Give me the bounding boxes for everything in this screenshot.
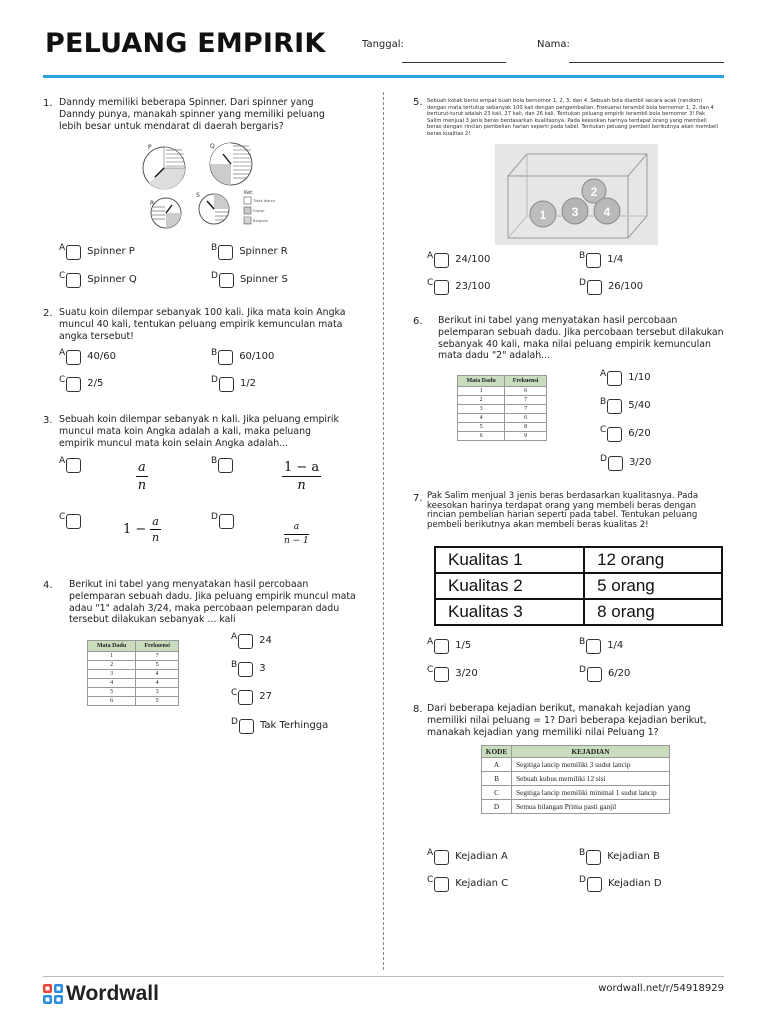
table-cell: 4: [136, 679, 179, 688]
table-cell: 5: [136, 697, 179, 706]
checkbox[interactable]: [586, 850, 601, 865]
checkbox[interactable]: [607, 399, 622, 414]
table-row: [458, 432, 547, 441]
table-cell: 2: [458, 396, 505, 405]
table-row: [482, 772, 670, 786]
q7-number: 7.: [413, 493, 423, 504]
header-divider: [43, 75, 724, 78]
checkbox[interactable]: [608, 456, 623, 471]
option-text: 6/20: [628, 428, 651, 439]
q7-option-c[interactable]: [427, 667, 478, 682]
option-text: 1/2: [239, 378, 257, 389]
q1-label-p: P: [148, 144, 152, 151]
checkbox[interactable]: [587, 280, 602, 295]
table-cell: 1: [458, 387, 505, 396]
q3-option-a-formula: [136, 459, 148, 494]
checkbox[interactable]: [66, 245, 81, 260]
table-cell: 8: [505, 423, 547, 432]
q2-option-c[interactable]: [59, 377, 103, 392]
checkbox[interactable]: [219, 273, 234, 288]
q3-text: Sebuah koin dilempar sebanyak n kali. Jika peluang empirik muncul mata koin Angka adalah a kali, maka peluang empirik muncul mata koin selain Angka adalah...: [59, 414, 339, 449]
table-row: [88, 670, 179, 679]
table-row: [435, 599, 722, 625]
q1-option-c[interactable]: [59, 273, 137, 288]
q1-number: 1.: [43, 98, 53, 109]
q8-text: Dari beberapa kejadian berikut, manakah kejadian yang memiliki nilai peluang = 1? Dari beberapa kejadian berikut, manakah kejadian yang memiliki nilai Peluang 1?: [427, 703, 707, 738]
checkbox[interactable]: [239, 719, 254, 734]
checkbox[interactable]: [66, 458, 81, 473]
table-cell: 8 orang: [584, 599, 722, 625]
table-cell: Semua bilangan Prima pasti ganjil: [512, 800, 670, 814]
q1-option-b[interactable]: [211, 245, 288, 260]
option-letter: D: [211, 512, 218, 522]
page-title: PELUANG EMPIRIK: [45, 28, 326, 59]
option-letter: C: [427, 278, 434, 288]
option-text: 60/100: [239, 351, 275, 362]
option-letter: A: [427, 637, 434, 647]
q5-option-c[interactable]: [427, 280, 490, 295]
checkbox[interactable]: [434, 639, 449, 654]
table-cell: 7: [505, 396, 547, 405]
option-text: Spinner S: [239, 274, 288, 285]
option-letter: B: [211, 348, 218, 358]
option-text: 2/5: [87, 378, 104, 389]
q1-spinner-figure: [136, 137, 276, 232]
q8-event-table: [481, 745, 670, 814]
option-text: Spinner Q: [87, 274, 137, 285]
table-cell: 5: [88, 688, 136, 697]
checkbox[interactable]: [218, 350, 233, 365]
q4-option-a[interactable]: [231, 634, 272, 649]
table-cell: 2: [88, 661, 136, 670]
q7-option-d[interactable]: [579, 667, 630, 682]
checkbox[interactable]: [66, 273, 81, 288]
q2-number: 2.: [43, 308, 53, 319]
table-cell: 6: [88, 697, 136, 706]
option-text: 6/20: [607, 668, 631, 679]
table-row: [88, 652, 179, 661]
checkbox[interactable]: [66, 514, 81, 529]
checkbox[interactable]: [434, 280, 449, 295]
q8-option-a[interactable]: [427, 850, 508, 865]
option-letter: B: [211, 243, 218, 253]
q3-option-b[interactable]: [211, 458, 239, 473]
table-cell: Kualitas 2: [435, 573, 584, 599]
table-row: [458, 405, 547, 414]
option-letter: A: [427, 848, 434, 858]
table-cell: Sebuah kubus memiliki 12 sisi: [512, 772, 670, 786]
q6-option-b[interactable]: [600, 399, 651, 414]
table-row: [482, 786, 670, 800]
table-cell: 3: [88, 670, 136, 679]
footer-divider: [43, 976, 724, 977]
fraction-numerator: a: [138, 460, 146, 475]
checkbox[interactable]: [434, 877, 449, 892]
table-cell: Segitiga lancip memiliki minimal 1 sudut lancip: [512, 786, 670, 800]
option-letter: B: [579, 251, 586, 261]
table-cell: Kualitas 1: [435, 547, 584, 573]
footer-url[interactable]: wordwall.net/r/54918929: [598, 983, 724, 994]
q5-ball-1: 1: [539, 208, 547, 222]
option-text: 40/60: [87, 351, 116, 362]
q1-label-r: R: [150, 200, 155, 207]
q2-text: Suatu koin dilempar sebanyak 100 kali. Jika mata koin Angka muncul 40 kali, tentukan peluang empirik kemunculan mata angka tersebut!: [59, 307, 346, 342]
q4-option-c[interactable]: [231, 690, 272, 705]
table-header-cell: Mata Dadu: [88, 641, 136, 652]
option-letter: B: [600, 397, 607, 407]
wordwall-logo-text: Wordwall: [66, 982, 159, 1005]
table-row: [458, 396, 547, 405]
table-header-row: [482, 746, 670, 758]
q5-option-a[interactable]: [427, 253, 490, 268]
q1-key-item-1: Tidak diarsir: [253, 199, 276, 203]
option-text: Spinner R: [239, 246, 288, 257]
wordwall-logo[interactable]: [43, 982, 159, 1006]
q4-option-d[interactable]: [231, 719, 328, 734]
table-row: [482, 800, 670, 814]
table-row: [88, 679, 179, 688]
option-letter: C: [59, 271, 66, 281]
table-cell: 12 orang: [584, 547, 722, 573]
q4-option-b[interactable]: [231, 662, 266, 677]
checkbox[interactable]: [434, 667, 449, 682]
q8-number: 8.: [413, 704, 423, 715]
table-row: [482, 758, 670, 772]
table-header-cell: KODE: [482, 746, 512, 758]
q5-ball-2: 2: [590, 185, 598, 199]
q4-dice-table: [87, 640, 179, 706]
q1-key-item-2: Diarsir: [253, 209, 265, 213]
table-cell: 6: [458, 432, 505, 441]
table-cell: 7: [505, 405, 547, 414]
fraction-denominator: n − 1: [284, 536, 309, 546]
option-letter: C: [600, 425, 607, 435]
date-label: Tanggal:: [362, 39, 404, 50]
q1-label-q: Q: [210, 143, 215, 150]
column-divider: [383, 92, 384, 970]
q7-option-a[interactable]: [427, 639, 471, 654]
checkbox[interactable]: [219, 514, 234, 529]
q5-box-image: [495, 144, 658, 245]
option-letter: A: [59, 348, 66, 358]
table-cell: A: [482, 758, 512, 772]
option-text: Spinner P: [87, 246, 135, 257]
q3-option-d[interactable]: [211, 514, 240, 529]
option-text: 3/20: [455, 668, 478, 679]
checkbox[interactable]: [586, 639, 601, 654]
table-header-cell: Mata Dadu: [458, 376, 505, 387]
q2-option-a[interactable]: [59, 350, 116, 365]
table-cell: 6: [505, 387, 547, 396]
table-header-row: [458, 376, 547, 387]
checkbox[interactable]: [607, 427, 622, 442]
q6-option-d[interactable]: [600, 456, 651, 471]
q6-dice-table: [457, 375, 547, 441]
q7-text: Pak Salim menjual 3 jenis beras berdasarkan kualitasnya. Pada keesokan harinya terdapat orang yang membeli beras dengan rincian pembelian harian seperti pada tabel. Tentukan peluang pembeli berikutnya akan membeli beras kualitas 2!: [427, 491, 699, 530]
option-text: Kejadian D: [607, 878, 662, 889]
checkbox[interactable]: [238, 662, 253, 677]
table-cell: B: [482, 772, 512, 786]
q7-rice-table: [434, 546, 723, 626]
option-letter: C: [427, 875, 434, 885]
q1-option-a[interactable]: [59, 245, 135, 260]
option-letter: A: [59, 456, 66, 466]
q5-option-b[interactable]: [579, 253, 623, 268]
q1-key-title: Ket:: [244, 190, 254, 196]
q6-number: 6.: [413, 316, 423, 327]
table-row: [435, 547, 722, 573]
q5-number: 5.: [413, 97, 423, 108]
table-cell: 9: [505, 432, 547, 441]
q3-number: 3.: [43, 415, 53, 426]
table-row: [458, 387, 547, 396]
option-letter: D: [579, 665, 586, 675]
table-cell: 7: [136, 652, 179, 661]
fraction-denominator: n: [137, 478, 147, 493]
option-letter: D: [231, 717, 238, 727]
option-letter: B: [579, 637, 586, 647]
q8-option-b[interactable]: [579, 850, 660, 865]
q6-option-c[interactable]: [600, 427, 651, 442]
checkbox[interactable]: [587, 667, 602, 682]
table-cell: 4: [136, 670, 179, 679]
table-row: [435, 573, 722, 599]
option-letter: D: [579, 278, 586, 288]
date-field[interactable]: [402, 62, 506, 63]
option-letter: D: [600, 454, 607, 464]
table-cell: 4: [458, 414, 505, 423]
table-header-row: [88, 641, 179, 652]
table-cell: 3: [458, 405, 505, 414]
option-text: 3/20: [628, 457, 652, 468]
table-cell: Kualitas 3: [435, 599, 584, 625]
checkbox[interactable]: [66, 350, 81, 365]
q1-option-d[interactable]: [211, 273, 288, 288]
option-letter: A: [600, 369, 607, 379]
option-text: Kejadian A: [455, 851, 508, 862]
checkbox[interactable]: [586, 253, 601, 268]
option-letter: A: [427, 251, 434, 261]
table-cell: 1: [88, 652, 136, 661]
checkbox[interactable]: [587, 877, 602, 892]
table-row: [458, 423, 547, 432]
fraction-denominator: n: [152, 531, 160, 544]
fraction-denominator: n: [297, 478, 306, 493]
q6-text: Berikut ini tabel yang menyatakan hasil percobaan pelemparan sebuah dadu. Jika percobaan tersebut dilakukan sebanyak 40 kali, maka nilai peluang empirik kemunculan mata dadu "2" adalah...: [438, 315, 724, 362]
q5-ball-4: 4: [603, 205, 611, 219]
table-cell: 5: [136, 661, 179, 670]
checkbox[interactable]: [434, 850, 449, 865]
checkbox[interactable]: [238, 690, 253, 705]
q5-option-d[interactable]: [579, 280, 643, 295]
option-letter: D: [579, 875, 586, 885]
fraction-numerator: a: [152, 515, 159, 528]
q4-number: 4.: [43, 580, 53, 591]
q2-option-d[interactable]: [211, 377, 256, 392]
option-text: 27: [259, 691, 273, 702]
table-header-cell: Frekuensi: [505, 376, 547, 387]
checkbox[interactable]: [218, 458, 233, 473]
q1-label-s: S: [196, 192, 200, 199]
q7-option-b[interactable]: [579, 639, 623, 654]
option-letter: B: [231, 660, 238, 670]
option-letter: B: [211, 456, 218, 466]
checkbox[interactable]: [219, 377, 234, 392]
option-letter: C: [59, 375, 66, 385]
q6-option-a[interactable]: [600, 371, 651, 386]
option-letter: C: [427, 665, 434, 675]
option-letter: C: [231, 688, 238, 698]
q3-option-a[interactable]: [59, 458, 87, 473]
q5-ball-3: 3: [571, 205, 579, 219]
checkbox[interactable]: [434, 253, 449, 268]
q1-text: Danndy memiliki beberapa Spinner. Dari spinner yang Danndy punya, manakah spinner yang memiliki peluang lebih besar untuk mendarat di daerah bergaris?: [59, 97, 325, 132]
option-text: 23/100: [455, 281, 491, 292]
option-letter: A: [231, 632, 238, 642]
fraction-numerator: 1 − a: [284, 460, 320, 475]
option-letter: B: [579, 848, 586, 858]
q8-option-c[interactable]: [427, 877, 508, 892]
table-cell: D: [482, 800, 512, 814]
formula-prefix: 1 −: [123, 522, 147, 537]
option-letter: D: [211, 271, 218, 281]
option-letter: D: [211, 375, 218, 385]
table-cell: Segitiga lancip memiliki 3 sudut lancip: [512, 758, 670, 772]
table-cell: 6: [505, 414, 547, 423]
checkbox[interactable]: [218, 245, 233, 260]
option-letter: C: [59, 512, 66, 522]
name-label: Nama:: [537, 39, 570, 50]
q3-option-c[interactable]: [59, 514, 87, 529]
option-text: 24/100: [455, 254, 491, 265]
checkbox[interactable]: [607, 371, 622, 386]
option-text: 5/40: [628, 400, 651, 411]
option-text: 1/5: [455, 640, 472, 651]
q4-text: Berikut ini tabel yang menyatakan hasil percobaan pelemparan sebuah dadu. Jika peluang empirik muncul mata adau "1" adalah 3/24, maka percobaan pelemparan dadu tersebut dilakukan sebanyak ... kali: [69, 579, 356, 626]
option-text: Kejadian C: [455, 878, 509, 889]
option-text: 1/10: [628, 372, 651, 383]
q3-option-d-formula: [284, 521, 309, 548]
option-text: Kejadian B: [607, 851, 660, 862]
option-text: 1/4: [607, 254, 624, 265]
table-row: [88, 688, 179, 697]
option-text: 1/4: [607, 640, 624, 651]
name-field[interactable]: [569, 62, 724, 63]
option-text: Tak Terhingga: [259, 720, 329, 731]
checkbox[interactable]: [66, 377, 81, 392]
option-text: 3: [259, 663, 266, 674]
table-row: [458, 414, 547, 423]
table-cell: 5 orang: [584, 573, 722, 599]
fraction-numerator: a: [284, 521, 309, 535]
table-row: [88, 697, 179, 706]
table-cell: 4: [88, 679, 136, 688]
q3-option-b-formula: [282, 459, 321, 494]
table-cell: C: [482, 786, 512, 800]
table-cell: 3: [136, 688, 179, 697]
table-cell: 5: [458, 423, 505, 432]
table-header-cell: KEJADIAN: [512, 746, 670, 758]
q2-option-b[interactable]: [211, 350, 274, 365]
table-header-cell: Frekuensi: [136, 641, 179, 652]
table-row: [88, 661, 179, 670]
q5-text: Sebuah kotak berisi empat buah bola bernomor 1, 2, 3, dan 4. Sebuah bola diambil secara acak (random) dengan mata tertutup sebanyak 100 kali dengan pengembalian. Frekuensi terambil bola bernomor 1, 2, dan 4 berturut-turut adalah 23 kali, 27 kali, dan 26 kali. Tentukan peluang empirik terambil bola bernomor 3! Pak Salim menjual 3 jenis beras berdasarkan kualitasnya. Pada keesokan harinya terdapat orang yang membeli beras dengan rincian pembelian harian seperti pada tabel. Tentukan peluang pembeli berikutnya akan membeli beras kualitas 2!: [427, 98, 719, 137]
q1-key-item-3: Bergaris: [253, 219, 268, 223]
option-text: 26/100: [607, 281, 644, 292]
wordwall-logo-icon: [43, 984, 63, 1004]
q3-option-c-formula: [123, 514, 161, 545]
option-letter: A: [59, 243, 66, 253]
option-text: 24: [259, 635, 272, 646]
checkbox[interactable]: [238, 634, 253, 649]
q8-option-d[interactable]: [579, 877, 662, 892]
